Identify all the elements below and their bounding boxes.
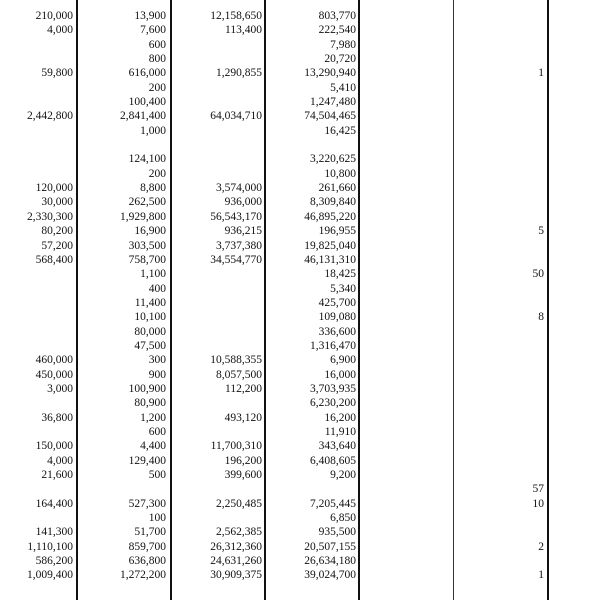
table-cell: 222,540	[318, 24, 356, 37]
table-row	[0, 195, 600, 209]
table-row	[0, 81, 600, 95]
table-cell: 200	[148, 167, 166, 180]
table-cell: 4,000	[47, 454, 73, 467]
table-cell: 34,554,770	[210, 253, 262, 266]
table-cell: 4,400	[140, 440, 166, 453]
table-cell: 8	[538, 311, 544, 324]
table-cell: 120,000	[35, 182, 73, 195]
table-cell: 1,100	[140, 268, 166, 281]
table-cell: 19,825,040	[304, 239, 356, 252]
table-row	[0, 124, 600, 138]
table-cell: 7,600	[140, 24, 166, 37]
table-cell: 936,215	[224, 225, 262, 238]
table-row	[0, 38, 600, 52]
table-cell: 343,640	[318, 440, 356, 453]
table-cell: 7,205,445	[310, 497, 356, 510]
table-cell: 1,110,100	[27, 540, 73, 553]
table-row	[0, 253, 600, 267]
table-row	[0, 310, 600, 324]
table-cell: 141,300	[35, 526, 73, 539]
table-cell: 616,000	[128, 67, 166, 80]
table-cell: 935,500	[318, 526, 356, 539]
table-cell: 57,200	[41, 239, 73, 252]
table-row	[0, 554, 600, 568]
table-row	[0, 439, 600, 453]
table-cell: 1,290,855	[216, 67, 262, 80]
table-cell: 39,024,700	[304, 569, 356, 582]
table-cell: 26,634,180	[304, 555, 356, 568]
table-cell: 800	[148, 53, 166, 66]
table-cell: 100,400	[128, 96, 166, 109]
table-row	[0, 482, 600, 496]
table-cell: 47,500	[134, 339, 166, 352]
table-cell: 46,895,220	[304, 210, 356, 223]
table-cell: 3,220,625	[310, 153, 356, 166]
table-cell: 18,425	[324, 268, 356, 281]
table-cell: 36,800	[41, 411, 73, 424]
table-row	[0, 382, 600, 396]
table-cell: 1,000	[140, 124, 166, 137]
table-cell: 9,200	[330, 469, 356, 481]
table-cell: 196,955	[318, 225, 356, 238]
table-row	[0, 540, 600, 554]
table-cell: 5	[538, 225, 544, 238]
table-cell: 450,000	[35, 368, 73, 381]
table-cell: 196,200	[224, 454, 262, 467]
table-cell: 16,000	[324, 368, 356, 381]
table-cell: 59,800	[41, 67, 73, 80]
table-row	[0, 511, 600, 525]
table-cell: 10	[532, 497, 544, 510]
table-row	[0, 468, 600, 482]
table-cell: 936,000	[224, 196, 262, 209]
table-cell: 6,230,200	[310, 397, 356, 410]
table-row	[0, 368, 600, 382]
table-cell: 7,980	[330, 38, 356, 51]
table-cell: 636,800	[128, 555, 166, 568]
table-cell: 10,800	[324, 167, 356, 180]
table-cell: 303,500	[128, 239, 166, 252]
table-cell: 425,700	[318, 296, 356, 309]
table-cell: 124,100	[128, 153, 166, 166]
table-cell: 600	[148, 425, 166, 438]
table-cell: 1,247,480	[310, 96, 356, 109]
table-row	[0, 339, 600, 353]
table-cell: 100,900	[128, 382, 166, 395]
table-row	[0, 568, 600, 582]
table-cell: 1	[538, 569, 544, 582]
table-cell: 74,504,465	[304, 110, 356, 123]
table-cell: 1,316,470	[310, 339, 356, 352]
table-cell: 11,700,310	[210, 440, 262, 453]
table-cell: 50	[532, 268, 544, 281]
table-cell: 2	[538, 540, 544, 553]
table-cell: 493,120	[224, 411, 262, 424]
table-row	[0, 411, 600, 425]
table-cell: 3,574,000	[216, 182, 262, 195]
table-cell: 568,400	[35, 253, 73, 266]
table-cell: 859,700	[128, 540, 166, 553]
table-cell: 51,700	[134, 526, 166, 539]
table-row	[0, 325, 600, 339]
table-cell: 129,400	[128, 454, 166, 467]
table-cell: 13,900	[134, 10, 166, 22]
table-cell: 2,841,400	[120, 110, 166, 123]
table-cell: 57	[532, 483, 544, 496]
table-cell: 8,309,840	[310, 196, 356, 209]
table-cell: 80,200	[41, 225, 73, 238]
table-cell: 26,312,360	[210, 540, 262, 553]
table-cell: 4,000	[47, 24, 73, 37]
table-row	[0, 167, 600, 181]
table-cell: 2,562,385	[216, 526, 262, 539]
table-cell: 399,600	[224, 469, 262, 481]
table-row	[0, 181, 600, 195]
table-cell: 80,900	[134, 397, 166, 410]
table-cell: 164,400	[35, 497, 73, 510]
table-cell: 112,200	[225, 382, 262, 395]
table-cell: 13,290,940	[304, 67, 356, 80]
table-cell: 1,272,200	[120, 569, 166, 582]
table-cell: 8,057,500	[216, 368, 262, 381]
table-cell: 900	[148, 368, 166, 381]
table-row	[0, 138, 600, 152]
table-cell: 1,929,800	[120, 210, 166, 223]
table-cell: 11,910	[324, 425, 356, 438]
table-cell: 2,442,800	[27, 110, 73, 123]
table-cell: 3,703,935	[310, 382, 356, 395]
table-row	[0, 52, 600, 66]
table-cell: 8,800	[140, 182, 166, 195]
table-row	[0, 296, 600, 310]
table-cell: 300	[148, 354, 166, 367]
table-cell: 80,000	[134, 325, 166, 338]
table-cell: 586,200	[35, 555, 73, 568]
table-cell: 1,009,400	[27, 569, 73, 582]
table-cell: 16,425	[324, 124, 356, 137]
table-cell: 527,300	[128, 497, 166, 510]
table-cell: 1	[538, 67, 544, 80]
table-cell: 500	[148, 469, 166, 481]
table-cell: 1,200	[140, 411, 166, 424]
table-cell: 64,034,710	[210, 110, 262, 123]
table-cell: 16,200	[324, 411, 356, 424]
table-row	[0, 454, 600, 468]
table-cell: 758,700	[128, 253, 166, 266]
table-row	[0, 353, 600, 367]
table-cell: 113,400	[225, 24, 262, 37]
table-cell: 6,850	[330, 512, 356, 525]
number-table	[0, 9, 600, 583]
table-row	[0, 152, 600, 166]
table-row	[0, 23, 600, 37]
table-cell: 262,500	[128, 196, 166, 209]
table-cell: 24,631,260	[210, 555, 262, 568]
table-row	[0, 396, 600, 410]
table-cell: 400	[148, 282, 166, 295]
table-cell: 5,410	[330, 81, 356, 94]
table-cell: 30,000	[41, 196, 73, 209]
table-cell: 6,408,605	[310, 454, 356, 467]
table-cell: 12,158,650	[210, 10, 262, 22]
table-cell: 460,000	[35, 354, 73, 367]
table-cell: 150,000	[35, 440, 73, 453]
table-cell: 5,340	[330, 282, 356, 295]
table-cell: 100	[148, 512, 166, 525]
table-cell: 200	[148, 81, 166, 94]
table-cell: 2,330,300	[27, 210, 73, 223]
table-cell: 10,100	[134, 311, 166, 324]
table-cell: 3,000	[47, 382, 73, 395]
table-row	[0, 239, 600, 253]
table-cell: 210,000	[35, 10, 73, 22]
table-cell: 109,080	[318, 311, 356, 324]
table-row	[0, 497, 600, 511]
table-cell: 2,250,485	[216, 497, 262, 510]
table-row	[0, 224, 600, 238]
table-cell: 261,660	[318, 182, 356, 195]
table-row	[0, 282, 600, 296]
table-cell: 16,900	[134, 225, 166, 238]
table-cell: 11,400	[134, 296, 166, 309]
table-row	[0, 425, 600, 439]
table-cell: 336,600	[318, 325, 356, 338]
table-cell: 10,588,355	[210, 354, 262, 367]
table-row	[0, 525, 600, 539]
table-row	[0, 66, 600, 80]
table-cell: 56,543,170	[210, 210, 262, 223]
table-cell: 21,600	[41, 469, 73, 481]
table-row	[0, 210, 600, 224]
table-row	[0, 267, 600, 281]
table-cell: 803,770	[318, 10, 356, 22]
table-row	[0, 109, 600, 123]
table-cell: 3,737,380	[216, 239, 262, 252]
table-row	[0, 95, 600, 109]
table-cell: 20,507,155	[304, 540, 356, 553]
table-cell: 30,909,375	[210, 569, 262, 582]
table-cell: 20,720	[324, 53, 356, 66]
table-row	[0, 9, 600, 23]
table-cell: 600	[148, 38, 166, 51]
table-cell: 6,900	[330, 354, 356, 367]
table-cell: 46,131,310	[304, 253, 356, 266]
